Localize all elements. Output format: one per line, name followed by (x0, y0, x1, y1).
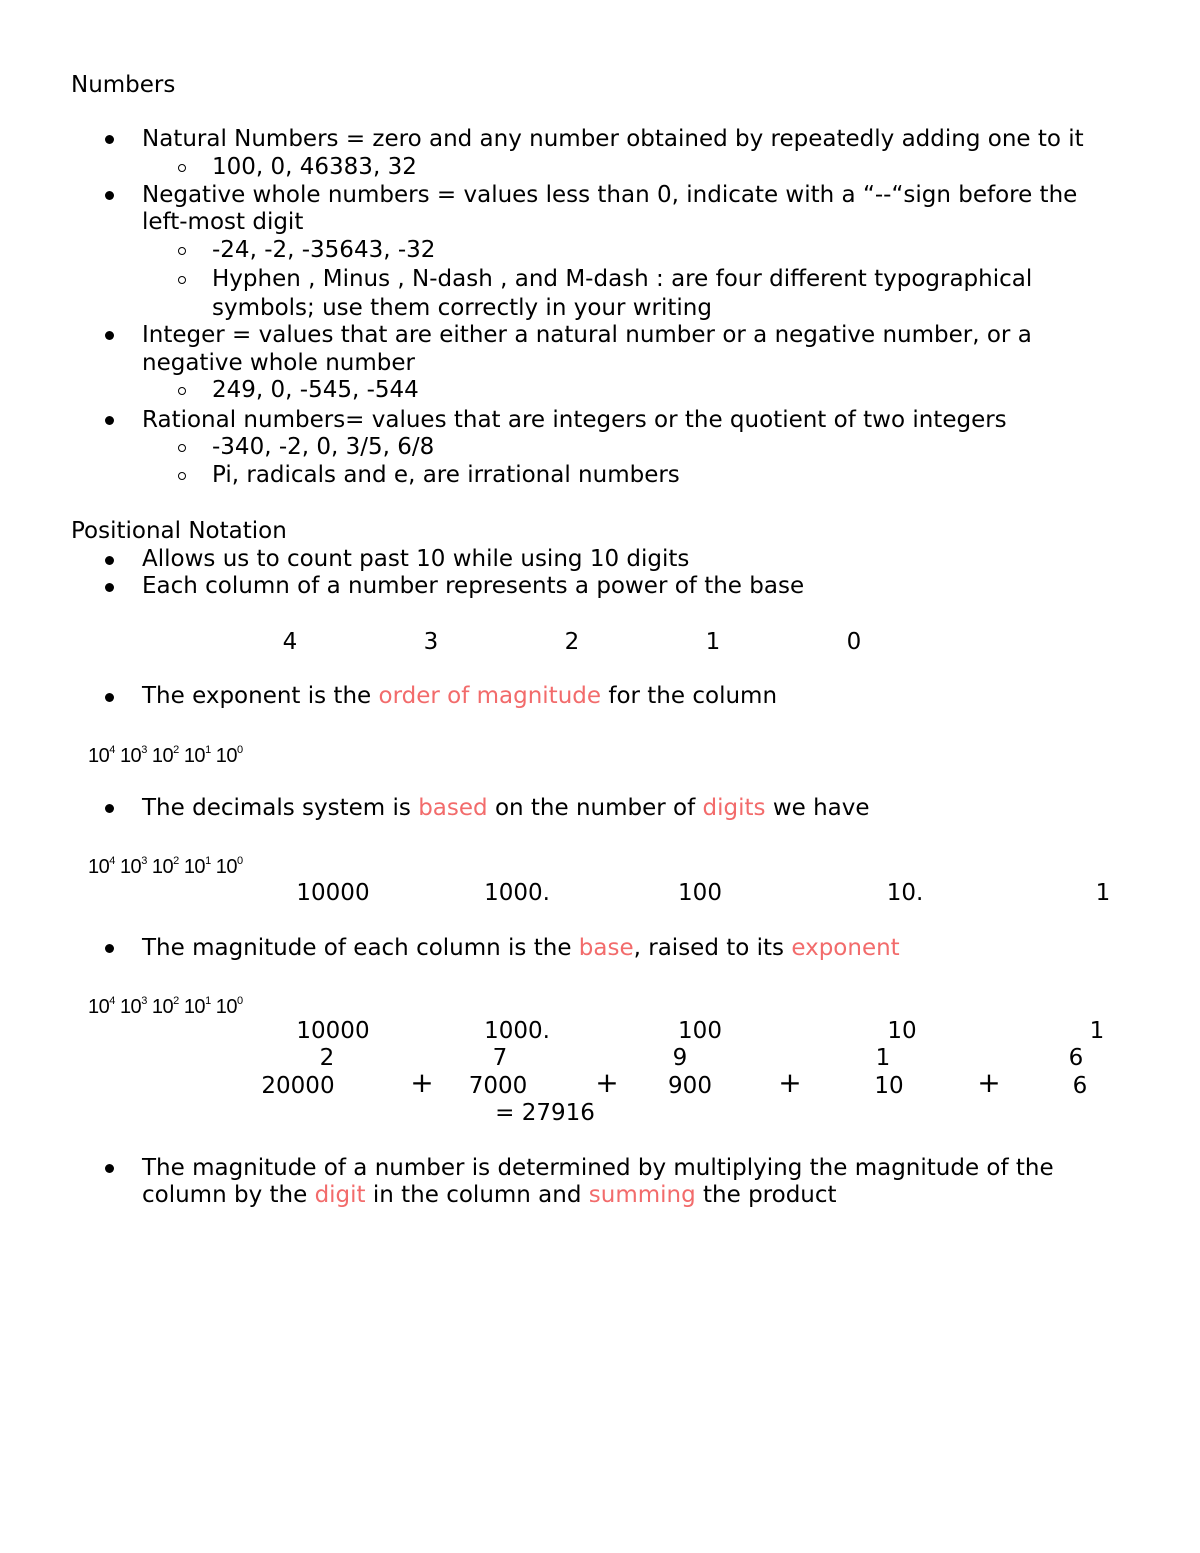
power-base: 10 (88, 745, 110, 767)
magnitude-line-pre: The magnitude of each column is the (142, 935, 579, 961)
sub-bullet-circle (178, 444, 186, 452)
magnitude-line-mid: , raised to its (633, 935, 792, 961)
power-base: 10 (215, 745, 237, 767)
sub-bullet-circle (178, 472, 186, 480)
product-value: 10 (874, 1073, 904, 1099)
exponent-label: 1 (705, 629, 721, 655)
final-line2-mid: in the column and (365, 1182, 589, 1208)
sum-total: = 27916 (495, 1100, 595, 1126)
rational-text: Rational numbers= values that are integers or the quotient of two integers (142, 407, 1007, 433)
plus-sign: + (410, 1066, 434, 1099)
bullet-dot (105, 804, 114, 813)
power-base: 10 (119, 996, 142, 1018)
sub-bullet-circle (178, 276, 186, 284)
negative-text-line2: left-most digit (142, 209, 304, 235)
bullet-dot (105, 583, 114, 592)
column-value: 1 (1095, 880, 1111, 906)
power-base: 10 (183, 996, 206, 1018)
natural-examples: 100, 0, 46383, 32 (212, 154, 417, 180)
powers-of-ten-row (88, 995, 243, 1019)
power-exponent: 1 (205, 744, 211, 756)
column-value: 100 (678, 880, 722, 906)
power-exponent: 1 (205, 995, 211, 1007)
column-value: 100 (678, 1018, 722, 1044)
digit-value: 6 (1068, 1045, 1084, 1071)
decimal-line-post: we have (765, 795, 870, 821)
power-exponent: 2 (173, 744, 179, 756)
column-value: 10000 (296, 1018, 370, 1044)
final-line2-post: the product (695, 1182, 837, 1208)
column-value: 1 (1089, 1018, 1105, 1044)
exponent-label: 2 (564, 629, 580, 655)
negative-examples: -24, -2, -35643, -32 (212, 237, 436, 263)
power-base: 10 (151, 856, 174, 878)
power-exponent: 4 (109, 995, 115, 1007)
exponent-line-pre: The exponent is the (142, 683, 379, 709)
exponent-line-post: for the column (601, 683, 778, 709)
final-line2 (142, 1181, 837, 1209)
power-exponent: 0 (237, 855, 243, 867)
power-base: 10 (183, 745, 206, 767)
power-exponent: 3 (141, 744, 147, 756)
power-base: 10 (215, 996, 237, 1018)
power-exponent: 1 (205, 855, 211, 867)
hyphen-text-line2: symbols; use them correctly in your writing (212, 295, 712, 321)
final-line1: The magnitude of a number is determined by multiplying the magnitude of the (142, 1155, 1054, 1181)
power-exponent: 2 (173, 995, 179, 1007)
power-base: 10 (183, 856, 206, 878)
rational-examples: -340, -2, 0, 3/5, 6/8 (212, 434, 435, 460)
power-exponent: 2 (173, 855, 179, 867)
irrational-text: Pi, radicals and e, are irrational numbers (212, 462, 680, 488)
decimal-line (142, 794, 870, 822)
magnitude-line (142, 934, 900, 962)
highlight-base: base (578, 935, 634, 961)
hyphen-text-line1: Hyphen , Minus , N-dash , and M-dash : are four different typographical (212, 266, 1033, 292)
powers-of-ten-row (88, 855, 243, 879)
power-exponent: 4 (109, 744, 115, 756)
exponent-label: 4 (282, 629, 298, 655)
natural-numbers-text: Natural Numbers = zero and any number obtained by repeatedly adding one to it (142, 126, 1084, 152)
exponent-line (142, 682, 777, 710)
highlight-summing: summing (588, 1182, 696, 1208)
power-exponent: 0 (237, 744, 243, 756)
bullet-dot (105, 416, 114, 425)
column-value: 10 (887, 1018, 917, 1044)
power-base: 10 (151, 996, 174, 1018)
bullet-dot (105, 135, 114, 144)
digit-value: 7 (492, 1045, 508, 1071)
final-line2-pre: column by the (142, 1182, 315, 1208)
integer-text-line2: negative whole number (142, 350, 415, 376)
plus-sign: + (778, 1066, 802, 1099)
highlight-order-of-magnitude: order of magnitude (378, 683, 602, 709)
power-exponent: 4 (109, 855, 115, 867)
highlight-based: based (418, 795, 488, 821)
count-past-text: Allows us to count past 10 while using 10 digits (142, 546, 690, 572)
sub-bullet-circle (178, 387, 186, 395)
sub-bullet-circle (178, 247, 186, 255)
column-value: 10000 (296, 880, 370, 906)
power-base: 10 (151, 745, 174, 767)
integer-examples: 249, 0, -545, -544 (212, 377, 419, 403)
power-base: 10 (119, 856, 142, 878)
column-value: 1000. (484, 1018, 550, 1044)
each-column-text: Each column of a number represents a power of the base (142, 573, 805, 599)
bullet-dot (105, 331, 114, 340)
plus-sign: + (977, 1066, 1001, 1099)
highlight-digit: digit (314, 1182, 366, 1208)
power-exponent: 3 (141, 855, 147, 867)
decimal-line-mid: on the number of (487, 795, 703, 821)
powers-of-ten-row (88, 744, 243, 768)
power-base: 10 (88, 996, 110, 1018)
digit-value: 2 (319, 1045, 335, 1071)
product-value: 20000 (261, 1073, 335, 1099)
power-base: 10 (119, 745, 142, 767)
bullet-dot (105, 556, 114, 565)
bullet-dot (105, 1164, 114, 1173)
product-value: 6 (1072, 1073, 1088, 1099)
integer-text-line1: Integer = values that are either a natural number or a negative number, or a (142, 322, 1032, 348)
column-value: 1000. (484, 880, 550, 906)
bullet-dot (105, 693, 114, 702)
decimal-line-pre: The decimals system is (142, 795, 419, 821)
negative-text-line1: Negative whole numbers = values less than 0, indicate with a “--“sign before the (142, 182, 1078, 208)
power-base: 10 (215, 856, 237, 878)
highlight-exponent: exponent (791, 935, 900, 961)
power-base: 10 (88, 856, 110, 878)
heading-numbers: Numbers (71, 72, 176, 98)
product-value: 7000 (468, 1073, 528, 1099)
power-exponent: 3 (141, 995, 147, 1007)
digit-value: 9 (672, 1045, 688, 1071)
sub-bullet-circle (178, 164, 186, 172)
exponent-label: 3 (423, 629, 439, 655)
power-exponent: 0 (237, 995, 243, 1007)
plus-sign: + (595, 1066, 619, 1099)
exponent-label: 0 (846, 629, 862, 655)
heading-positional-notation: Positional Notation (71, 518, 287, 544)
highlight-digits: digits (702, 795, 766, 821)
bullet-dot (105, 191, 114, 200)
product-value: 900 (668, 1073, 712, 1099)
digit-value: 1 (875, 1045, 891, 1071)
column-value: 10. (886, 880, 924, 906)
bullet-dot (105, 944, 114, 953)
